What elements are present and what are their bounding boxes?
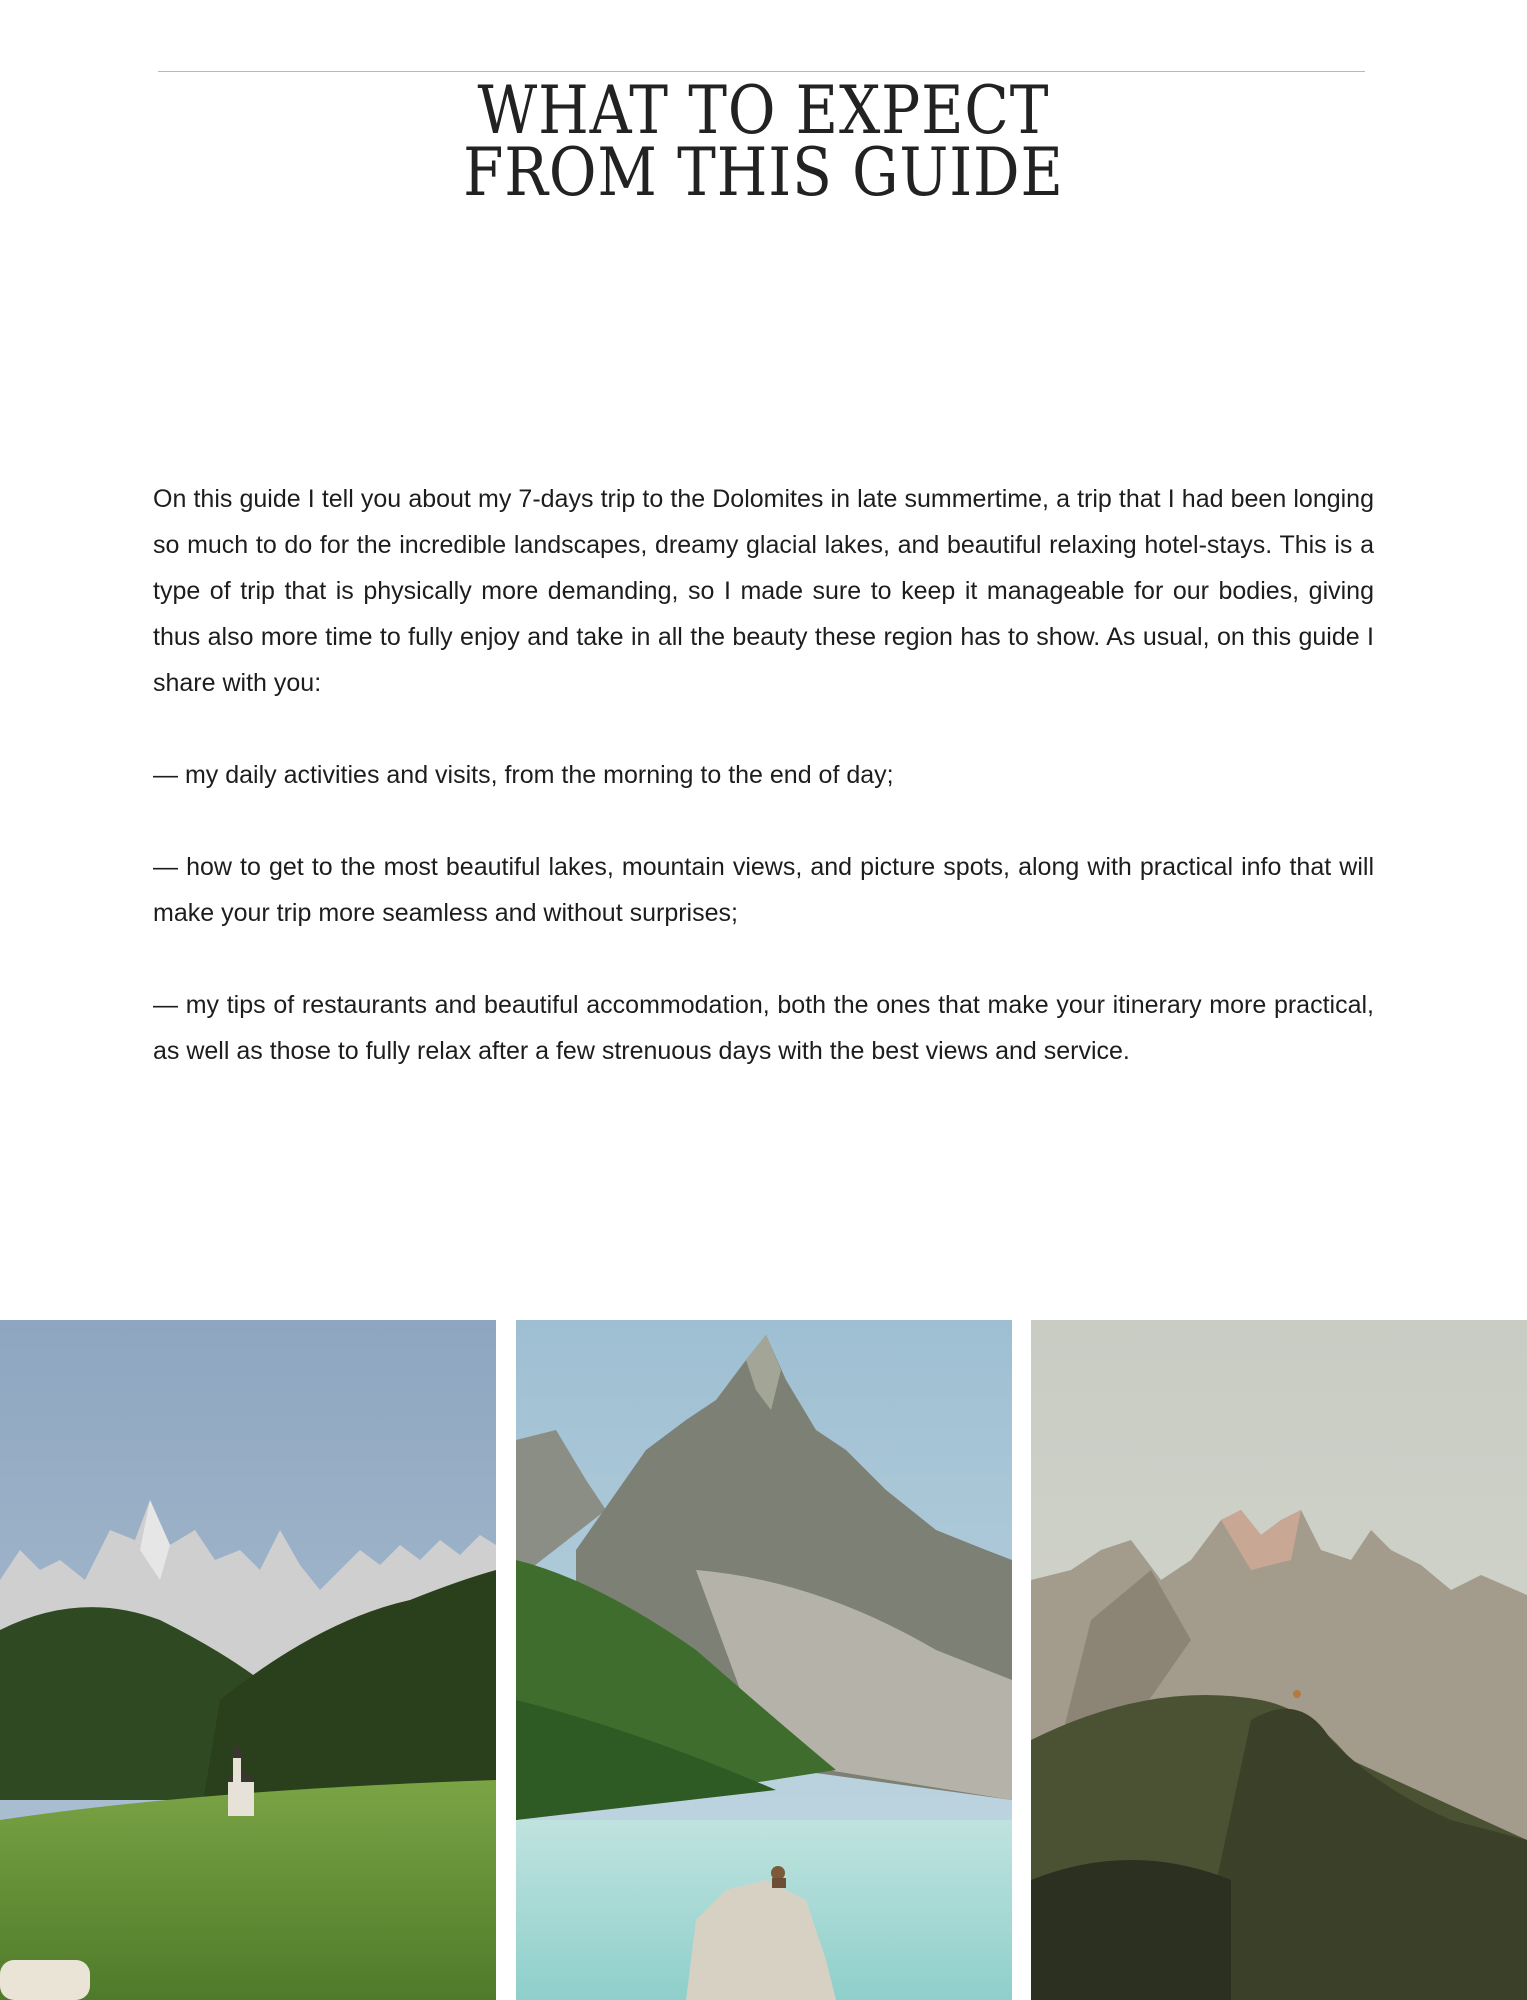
- intro-paragraph: On this guide I tell you about my 7-days trip to the Dolomites in late summertime, a trip that I had been longing so much to do for the incredible landscapes, dreamy glacial lakes, and beautiful relaxing hotel-stays. This is a type of trip that is physically more demanding, so I made sure to keep it manageable for our bodies, giving thus also more time to fully enjoy and take in all the beauty these region has to show. As usual, on this guide I share with you:: [153, 485, 1374, 697]
- photo-glacial-lake: [516, 1320, 1012, 2000]
- bullet-item: — my tips of restaurants and beautiful accommodation, both the ones that make your itinerary more practical, as well as those to fully relax after a few strenuous days with the best views and service.: [153, 991, 1374, 1065]
- page-title: [92, 72, 1436, 211]
- guide-description: [153, 476, 1374, 1074]
- title-line-2: FROM THIS GUIDE: [463, 134, 1064, 211]
- bullet-item: — how to get to the most beautiful lakes, mountain views, and picture spots, along with practical info that will make your trip more seamless and without surprises;: [153, 853, 1374, 927]
- bullet-item: — my daily activities and visits, from the morning to the end of day;: [153, 761, 894, 789]
- photo-mountain-ridge: [1031, 1320, 1527, 2000]
- photo-meadow-church: [0, 1320, 496, 2000]
- title-line-1: WHAT TO EXPECT: [477, 72, 1050, 149]
